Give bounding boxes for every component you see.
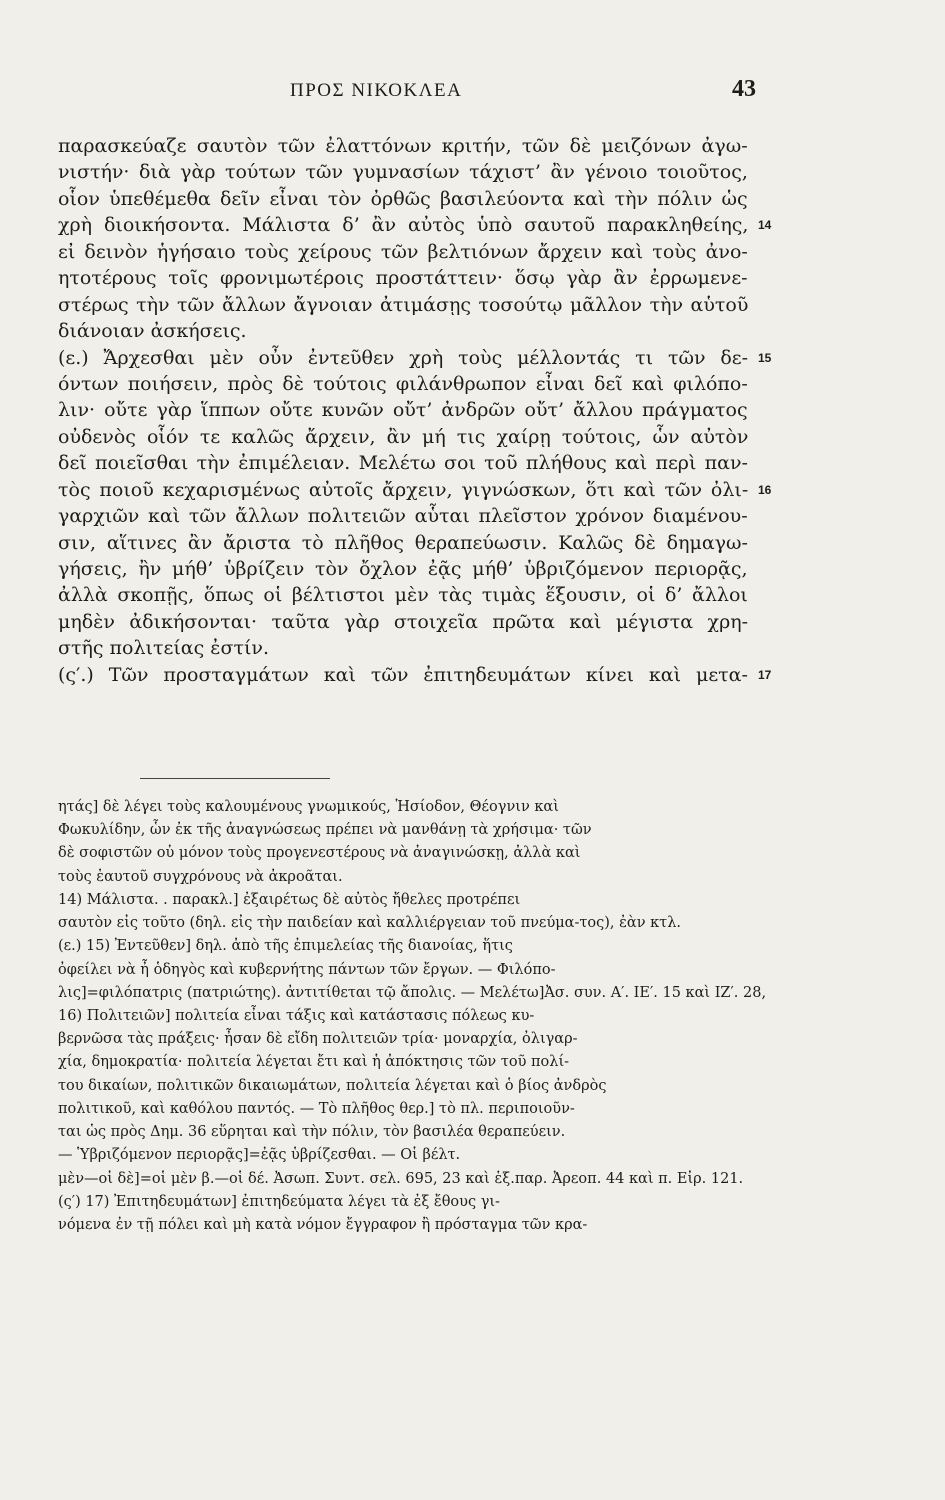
text-line — [58, 371, 778, 397]
text-line-content: ητοτέρους τοῖς φρονιμωτέροις προστάττειν· ὅσῳ γὰρ ἂν ἐρρωμενε- — [58, 267, 748, 290]
text-line-content: λιν· οὔτε γὰρ ἵππων οὔτε κυνῶν οὔτ’ ἀνδρῶν οὔτ’ ἄλλου πράγματος — [58, 399, 748, 422]
footnote-line: ητάς] δὲ λέγει τοὺς καλουμένους γνωμικούς, Ἡσίοδον, Θέογνιν καὶ — [58, 799, 559, 815]
text-line — [58, 397, 778, 423]
text-line — [58, 609, 778, 635]
footnote-line: Φωκυλίδην, ὧν ἐκ τῆς ἀναγνώσεως πρέπει νὰ μανθάνῃ τὰ χρήσιμα· τῶν — [58, 822, 592, 839]
text-line — [58, 265, 778, 291]
text-line-content: σιν, αἵτινες ἂν ἄριστα τὸ πλῆθος θεραπεύωσιν. Καλῶς δὲ δημαγω- — [58, 531, 748, 554]
section-number: 15 — [758, 350, 772, 365]
footnote-line: σαυτὸν εἰς τοῦτο (δηλ. εἰς τὴν παιδείαν καὶ καλλιέργειαν τοῦ πνεύμα- — [58, 915, 580, 932]
running-head — [0, 76, 945, 106]
text-line-content: γήσεις, ἢν μήθ’ ὑβρίζειν τὸν ὄχλον ἐᾷς μήθ’ ὑβριζόμενον περιορᾷς, — [58, 558, 748, 580]
text-line — [58, 212, 778, 238]
text-line — [58, 239, 778, 265]
text-line — [58, 450, 778, 476]
text-line — [58, 292, 778, 318]
text-line — [58, 503, 778, 529]
text-line — [58, 662, 778, 688]
text-line-content: χρὴ διοικήσοντα. Μάλιστα δ’ ἂν αὐτὸς ὑπὸ σαυτοῦ παρακληθείης, — [58, 214, 749, 237]
text-line — [58, 159, 778, 185]
text-line-content: στέρως τὴν τῶν ἄλλων ἄγνοιαν ἀτιμάσῃς τοσούτῳ μᾶλλον τὴν αὑτοῦ — [58, 293, 749, 316]
text-line — [58, 186, 778, 212]
text-line-content: στῆς πολιτείας ἐστίν. — [58, 637, 269, 660]
text-line-content: (ε.) Ἄρχεσθαι μὲν οὖν ἐντεῦθεν χρὴ τοὺς μέλλοντάς τι τῶν δε- — [58, 346, 749, 369]
section-number: 17 — [758, 667, 772, 682]
footnote-line: πολιτικοῦ, καὶ καθόλου παντός. — Τὸ πλῆθος θερ.] τὸ πλ. περιποιοῦν- — [58, 1100, 575, 1117]
footnote-line: Ἀσ. συν. Α′. ΙΕ′. 15 καὶ ΙΖ′. 28, — [544, 984, 767, 1001]
text-line-content: οὐδενὸς οἷόν τε καλῶς ἄρχειν, ἂν μή τις χαίρῃ τούτοις, ὧν αὐτὸν — [58, 425, 749, 448]
text-line-content: όντων ποιήσειν, πρὸς δὲ τούτοις φιλάνθρωπον εἶναι δεῖ καὶ φιλόπο- — [58, 372, 748, 395]
running-title: ΠΡΟΣ ΝΙΚΟΚΛΕΑ — [290, 80, 463, 101]
text-line-content: ἀλλὰ σκοπῇς, ὅπως οἱ βέλτιστοι μὲν τὰς τιμὰς ἕξουσιν, οἱ δ’ ἄλλοι — [58, 584, 748, 607]
text-line — [58, 318, 778, 344]
footnote-line: (ς′) 17) Ἐπιτηδευμάτων] ἐπιτηδεύματα λέγει τὰ ἐξ ἔθους γι- — [58, 1193, 500, 1210]
footnote-line: τοὺς ἑαυτοῦ συγχρόνους νὰ ἀκροᾶται. — [58, 868, 343, 885]
footnote-line: παρ. Ἀρεοπ. 44 καὶ π. Εἰρ. 121. — [514, 1170, 744, 1187]
footnote-line: μὲν—οἱ δὲ]=οἱ μὲν β.—οἱ δέ. Ἀσωπ. Συντ. σελ. 695, 23 καὶ ἑξ. — [58, 1170, 515, 1187]
footnote-line: νόμενα ἐν τῇ πόλει καὶ μὴ κατὰ νόμον ἔγγραφον ἢ πρόσταγμα τῶν κρα- — [58, 1216, 588, 1233]
footnote-line: 14) Μάλιστα. . παρακλ.] ἐξαιρέτως δὲ αὐτὸς ἤθελες προτρέπει — [58, 891, 521, 908]
section-number: 16 — [758, 482, 772, 497]
text-line — [58, 635, 778, 661]
text-line-content: τὸς ποιοῦ κεχαρισμένως αὐτοῖς ἄρχειν, γιγνώσκων, ὅτι καὶ τῶν ὀλι- — [58, 478, 749, 501]
text-line — [58, 424, 778, 450]
text-line-content: γαρχιῶν καὶ τῶν ἄλλων πολιτειῶν αὗται πλεῖστον χρόνον διαμένου- — [58, 505, 748, 528]
text-line-content: μηδὲν ἀδικήσονται· ταῦτα γὰρ στοιχεῖα πρῶτα καὶ μέγιστα χρη- — [58, 610, 749, 633]
text-line-content: διάνοιαν ἀσκήσεις. — [58, 320, 247, 343]
text-line-content: εἰ δεινὸν ἡγήσαιο τοὺς χείρους τῶν βελτιόνων ἄρχειν καὶ τοὺς ἀνο- — [58, 240, 748, 263]
footnote-line: δὲ σοφιστῶν οὐ μόνον τοὺς προγενεστέρους νὰ ἀναγινώσκῃ, ἀλλὰ καὶ — [58, 845, 581, 862]
footnote-rule — [140, 778, 330, 779]
footnote-line: χία, δημοκρατία· πολιτεία λέγεται ἔτι καὶ ἡ ἀπόκτησις τῶν τοῦ πολί- — [58, 1054, 570, 1071]
text-line — [58, 133, 778, 159]
footnotes — [58, 796, 778, 1237]
text-line — [58, 582, 778, 608]
text-line — [58, 530, 778, 556]
text-line — [58, 345, 778, 371]
text-line — [58, 556, 778, 582]
footnote-line: του δικαίων, πολιτικῶν δικαιωμάτων, πολιτεία λέγεται καὶ ὁ βίος ἀνδρὸς — [58, 1077, 607, 1094]
text-line-content: παρασκεύαζε σαυτὸν τῶν ἐλαττόνων κριτήν, τῶν δὲ μειζόνων ἀγω- — [58, 135, 748, 157]
text-line — [58, 477, 778, 503]
footnote-line: ὀφείλει νὰ ἦ ὁδηγὸς καὶ κυβερνήτης πάντων τῶν ἔργων. — Φιλόπο- — [58, 961, 556, 978]
text-line-content: οἷον ὑπεθέμεθα δεῖν εἶναι τὸν ὀρθῶς βασιλεύοντα καὶ τὴν πόλιν ὡς — [58, 187, 748, 210]
footnote-line: ται ὡς πρὸς Δημ. 36 εὕρηται καὶ τὴν πόλιν, τὸν βασιλέα θεραπεύειν. — [58, 1124, 566, 1141]
main-text — [58, 133, 778, 688]
footnote-line: — Ὑβριζόμενον περιορᾷς]=ἐᾷς ὑβρίζεσθαι. — Οἱ βέλτ. — [58, 1147, 461, 1164]
text-line-content: δεῖ ποιεῖσθαι τὴν ἐπιμέλειαν. Μελέτω σοι τοῦ πλήθους καὶ περὶ παν- — [58, 452, 748, 475]
text-line-content: (ς′.) Τῶν προσταγμάτων καὶ τῶν ἐπιτηδευμάτων κίνει καὶ μετα- — [58, 663, 748, 686]
section-number: 14 — [758, 218, 772, 233]
text-line-content: νιστήν· διὰ γὰρ τούτων τῶν γυμνασίων τάχιστ’ ἂν γένοιο τοιοῦτος, — [58, 161, 748, 184]
footnote-line: (ε.) 15) Ἐντεῦθεν] δηλ. ἀπὸ τῆς ἐπιμελείας τῆς διανοίας, ἥτις — [58, 938, 513, 955]
footnote-line: 16) Πολιτειῶν] πολιτεία εἶναι τάξις καὶ κατάστασις πόλεως κυ- — [58, 1007, 535, 1024]
footnote-line: λις]=φιλόπατρις (πατριώτης). ἀντιτίθεται τῷ ἄπολις. — Μελέτω] — [58, 984, 545, 1001]
footnote-line: τος), ἐὰν κτλ. — [579, 915, 682, 932]
page-number: 43 — [732, 76, 756, 102]
footnote-line: βερνῶσα τὰς πράξεις· ἦσαν δὲ εἴδη πολιτειῶν τρία· μοναρχία, ὀλιγαρ- — [58, 1031, 578, 1048]
